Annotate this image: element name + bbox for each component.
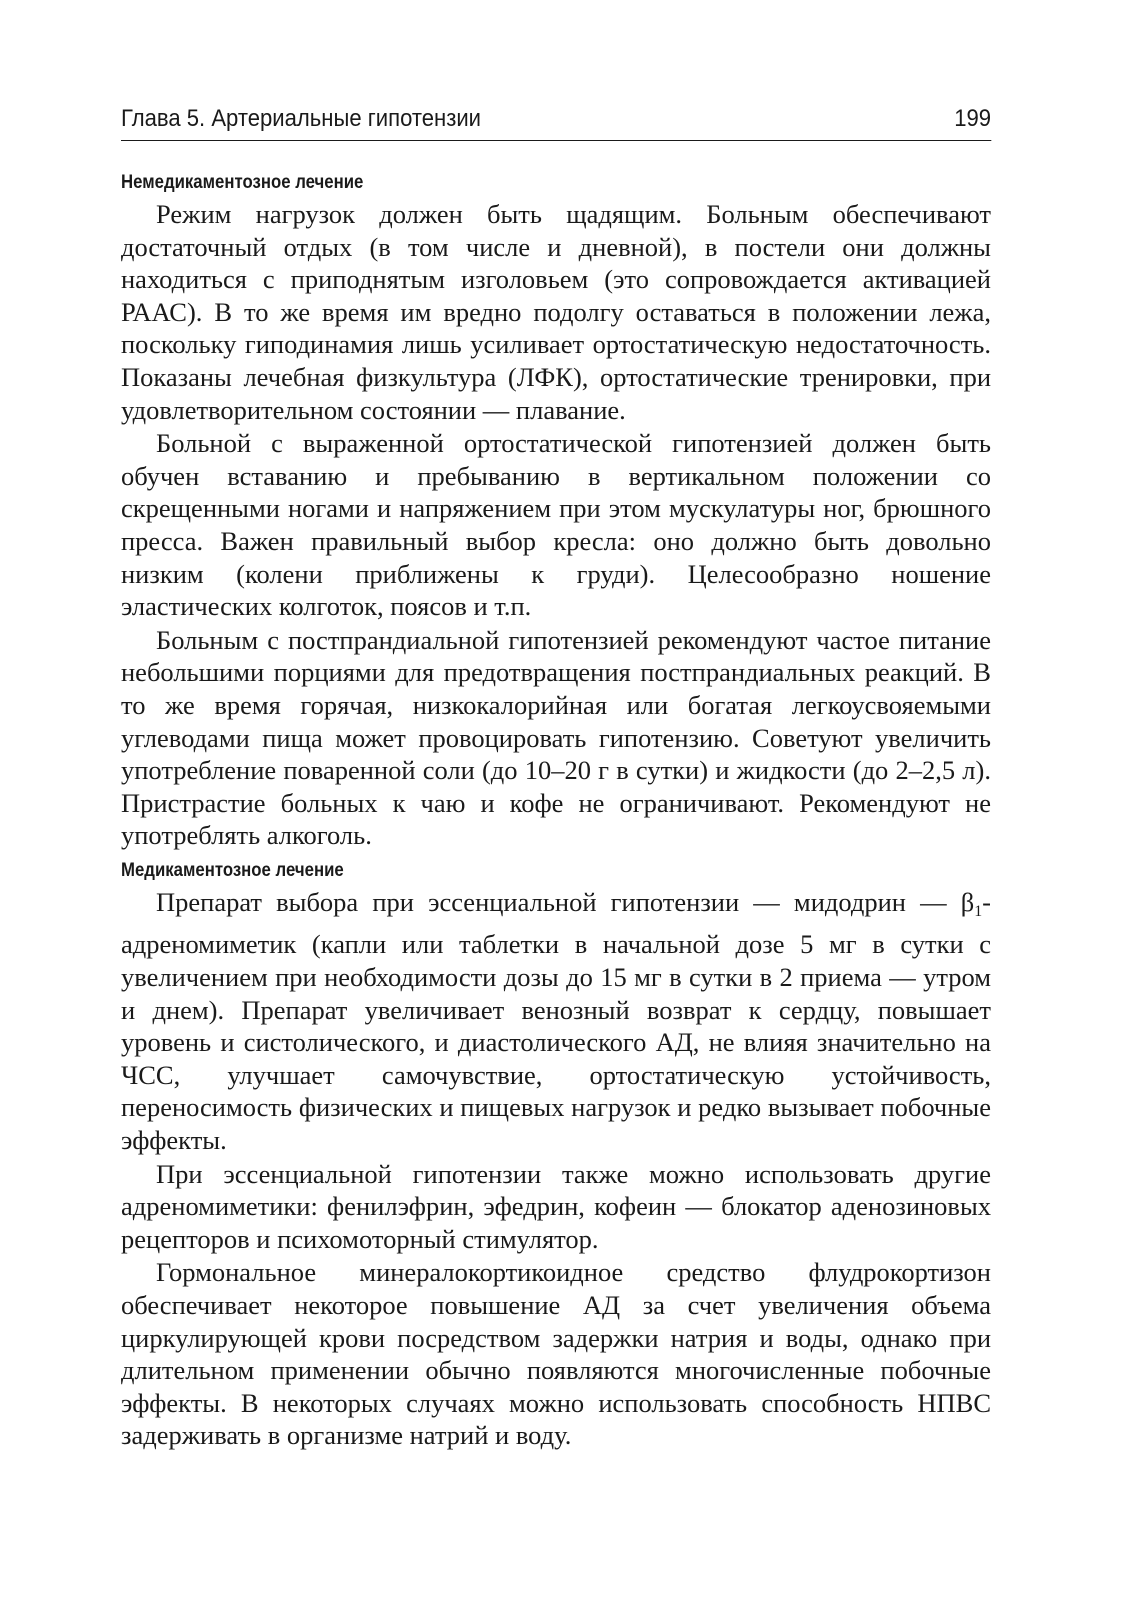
paragraph: Режим нагрузок должен быть щадящим. Больным обеспечивают достаточный отдых (в том числе и дневной), в постели они должны находиться с приподнятым изголовьем (это сопровождается активацией РААС). В то же время им вредно подолгу оставаться в положении лежа, поскольку гиподинамия лишь усиливает ортостатическую недостаточность. Показаны лечебная физкультура (ЛФК), ортостатические тренировки, при удовлетворительном состоянии — плавание. xyxy=(121,199,991,425)
paragraph: Гормональное минералокортикоидное средство флудрокортизон обеспечивает некоторое повышение АД за счет увеличения объема циркулирующей крови посредством задержки натрия и воды, однако при длительном применении обычно появляются многочисленные побочные эффекты. В некоторых случаях можно использовать способность НПВС задерживать в организме натрий и воду. xyxy=(121,1257,991,1451)
paragraph: Больным с постпрандиальной гипотензией рекомендуют частое питание небольшими порциями для предотвращения постпрандиальных реакций. В то же время горячая, низкокалорийная или богатая легкоусвояемыми углеводами пища может провоцировать гипотензию. Советуют увеличить употребление поваренной соли (до 10–20 г в сутки) и жидкости (до 2–2,5 л). Пристрастие больных к чаю и кофе не ограничивают. Рекомендуют не употреблять алкоголь. xyxy=(121,624,991,851)
section-heading-drug: Медикаментозное лечение xyxy=(121,858,344,881)
subscript: 1 xyxy=(974,902,983,920)
section-heading-non-drug: Немедикаментозное лечение xyxy=(121,171,364,193)
page xyxy=(121,104,991,1452)
chapter-title: Глава 5. Артериальные гипотензии xyxy=(121,105,482,132)
paragraph-text: Препарат выбора при эссенциальной гипотензии — мидодрин — β xyxy=(156,886,975,917)
paragraph-text: -адреномиметик (капли или таблетки в начальной дозе 5 мг в сутки с увеличением при необходимости дозы до 15 мг в сутки в 2 приема — утром и днем). Препарат увеличивает венозный возврат к сердцу, повышает уровень и систолического, и диастолического АД, не влияя значительно на ЧСС, улучшает самочувствие, ортостатическую устойчивость, переносимость физических и пищевых нагрузок и редко вызывает побочные эффекты. xyxy=(121,886,991,1156)
page-number: 199 xyxy=(954,105,992,132)
running-header xyxy=(121,104,991,141)
paragraph-midodrine xyxy=(121,886,991,1157)
paragraph: Больной с выраженной ортостатической гипотензией должен быть обучен вставанию и пребыванию в вертикальном положении со скрещенными ногами и напряжением при этом мускулатуры ног, брюшного пресса. Важен правильный выбор кресла: оно должно быть довольно низким (колени приближены к груди). Целесообразно ношение эластических колготок, поясов и т.п. xyxy=(121,428,991,622)
paragraph: При эссенциальной гипотензии также можно использовать другие адреномиметики: фенилэфрин, эфедрин, кофеин — блокатор аденозиновых рецепторов и психомоторный стимулятор. xyxy=(121,1158,991,1254)
